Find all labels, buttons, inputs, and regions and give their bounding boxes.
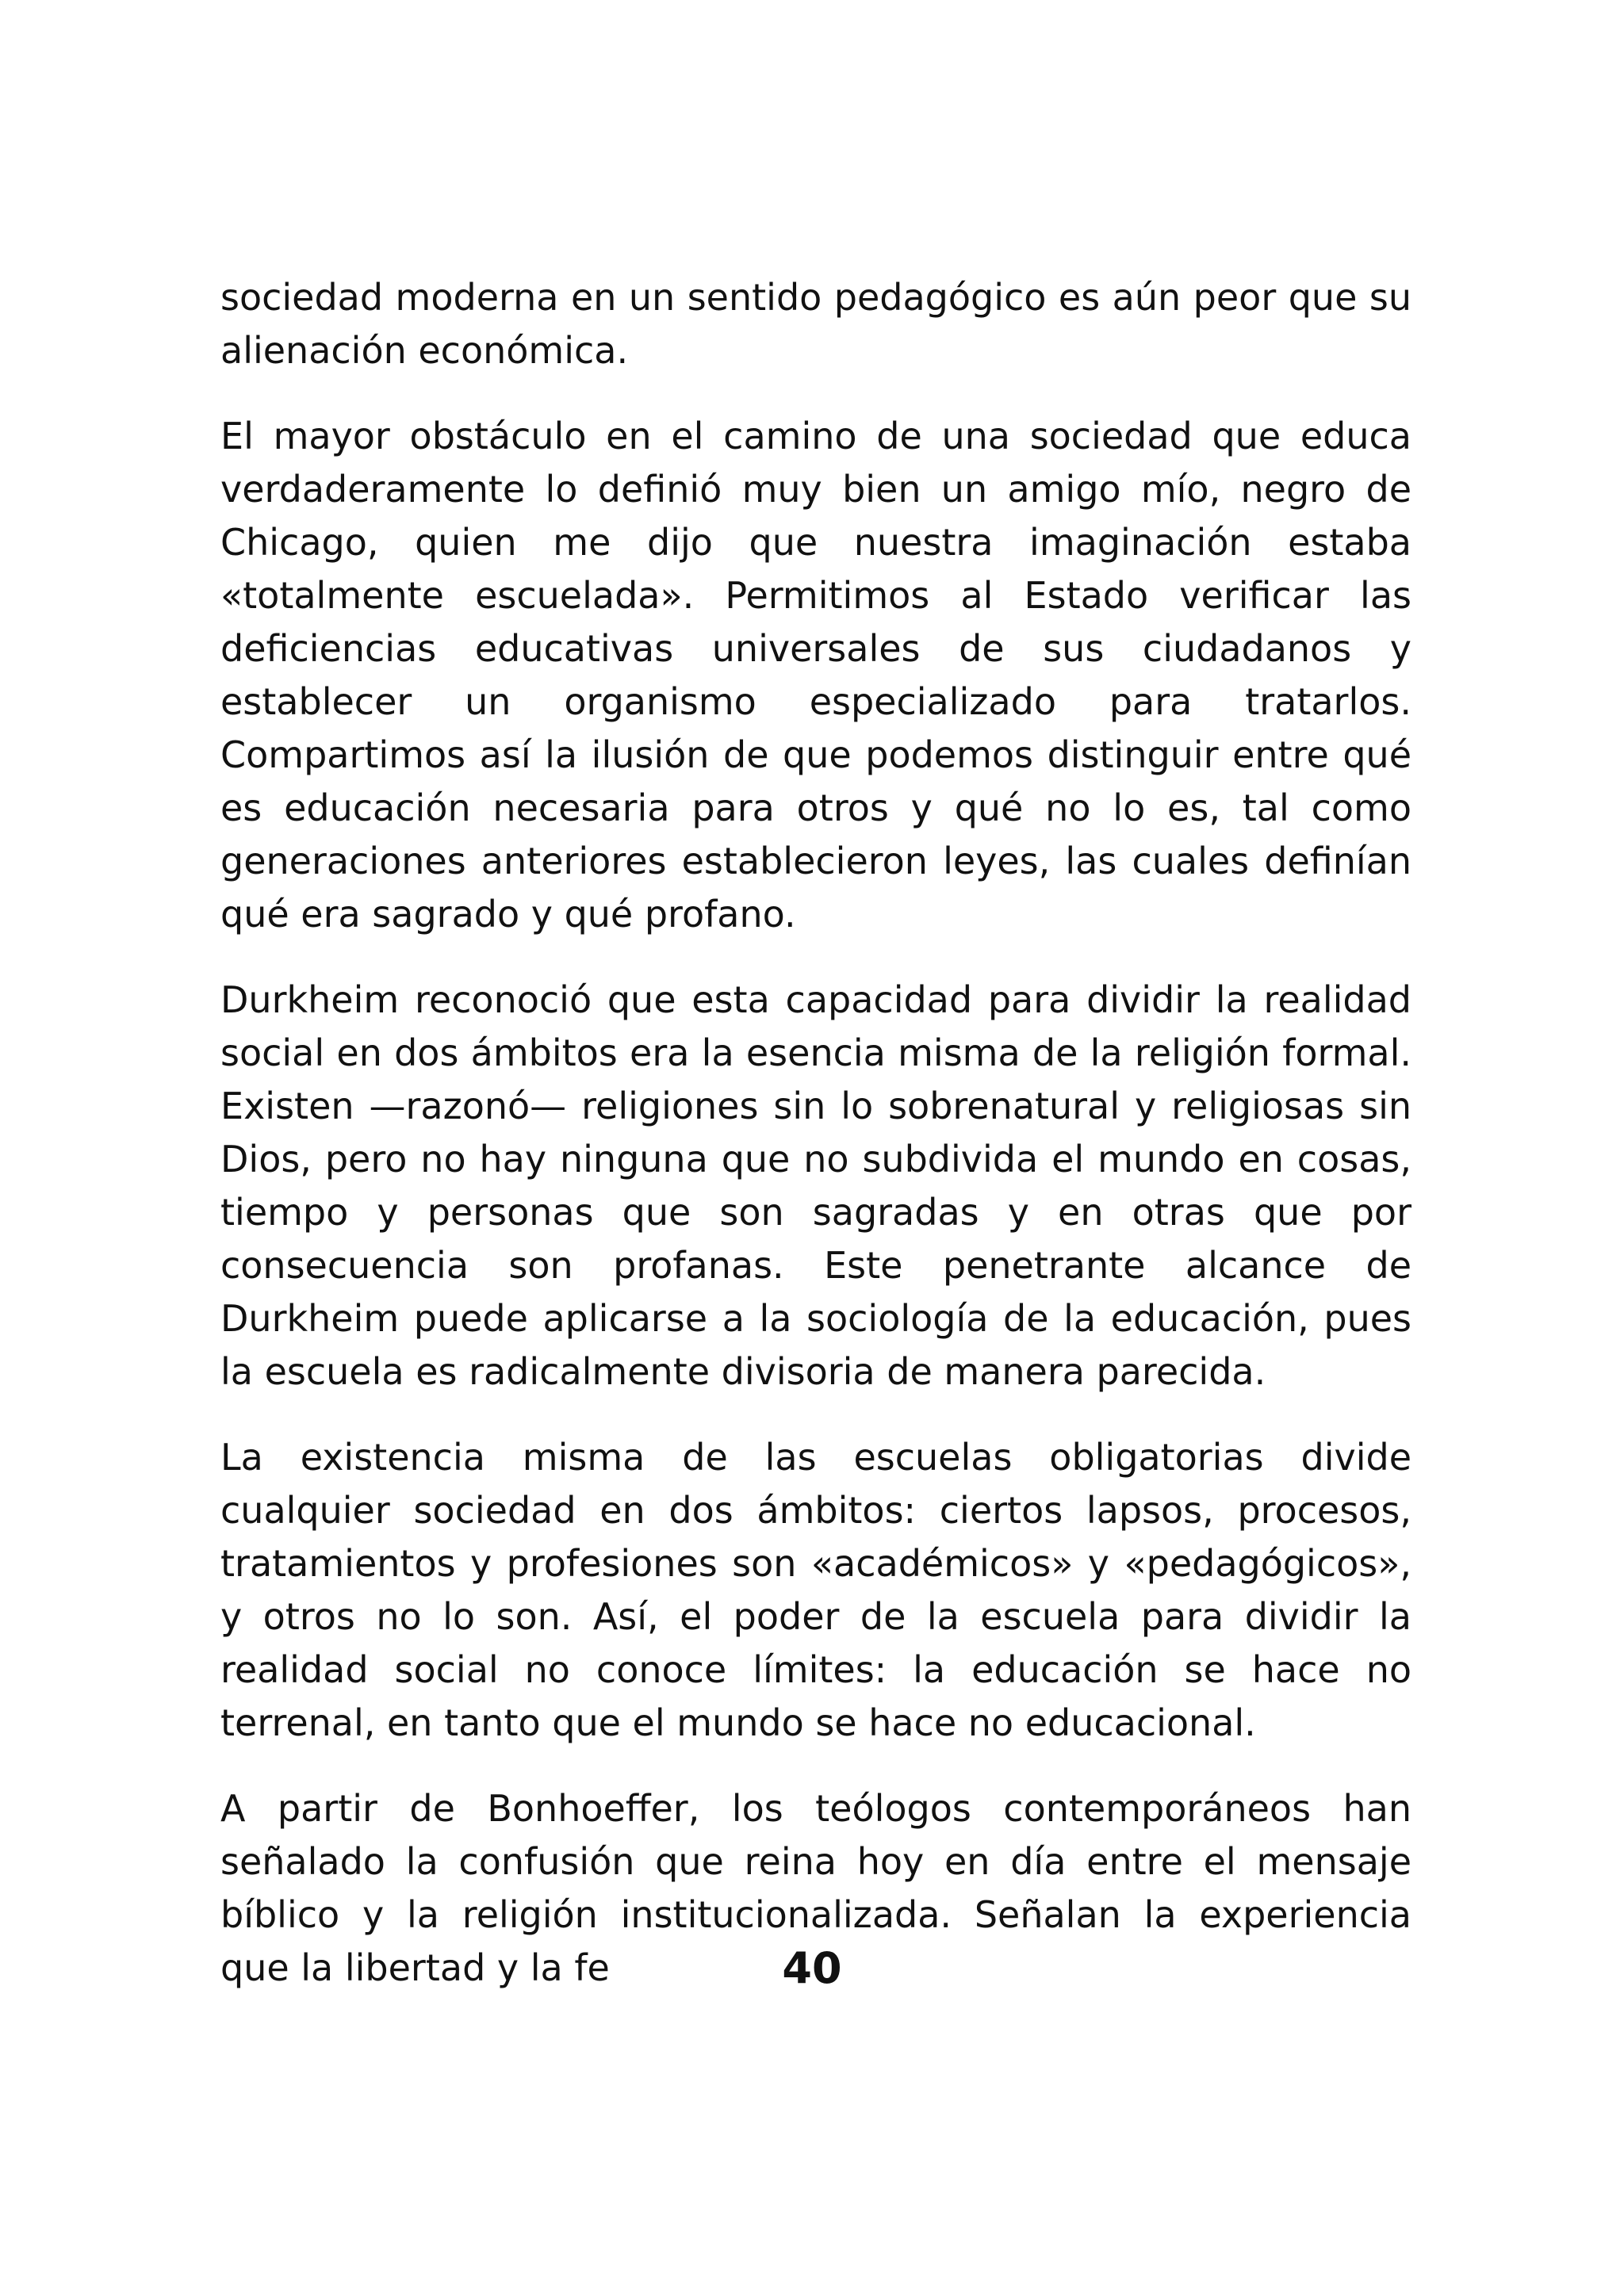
paragraph-4: La existencia misma de las escuelas obligatorias divide cualquier sociedad en dos ámbitos: ciertos lapsos, procesos, tratamientos y profesiones son «académicos» y «pedagógicos», y otros no lo son. Así, el poder de la escuela para dividir la realidad social no conoce límites: la educación se hace no terrenal, en tanto que el mundo se hace no educacional.	[220, 1436, 1411, 1744]
paragraph-3: Durkheim reconoció que esta capacidad para dividir la realidad social en dos ámbitos era la esencia misma de la religión formal. Existen —razonó— religiones sin lo sobrenatural y religiosas sin Dios, pero no hay ninguna que no subdivida el mundo en cosas, tiempo y personas que son sagradas y en otras que por consecuencia son profanas. Este penetrante alcance de Durkheim puede aplicarse a la sociología de la educación, pues la escuela es radicalmente divisoria de manera parecida.	[220, 978, 1411, 1393]
body-text	[220, 271, 1411, 2027]
paragraph-1: sociedad moderna en un sentido pedagógico es aún peor que su alienación económica.	[220, 276, 1411, 372]
paragraph-2: El mayor obstáculo en el camino de una sociedad que educa verdaderamente lo definió muy bien un amigo mío, negro de Chicago, quien me dijo que nuestra imaginación estaba «totalmente escuelada». Permitimos al Estado verificar las deficiencias educativas universales de sus ciudadanos y establecer un organismo especializado para tratarlos. Compartimos así la ilusión de que podemos distinguir entre qué es educación necesaria para otros y qué no lo es, tal como generaciones anteriores establecieron leyes, las cuales definían qué era sagrado y qué profano.	[220, 415, 1411, 936]
page-number: 40	[782, 1943, 842, 1993]
paragraph-5: A partir de Bonhoeffer, los teólogos contemporáneos han señalado la confusión que reina hoy en día entre el mensaje bíblico y la religión institucionalizada. Señalan la experiencia que la libertad y la fe	[220, 1787, 1411, 1989]
